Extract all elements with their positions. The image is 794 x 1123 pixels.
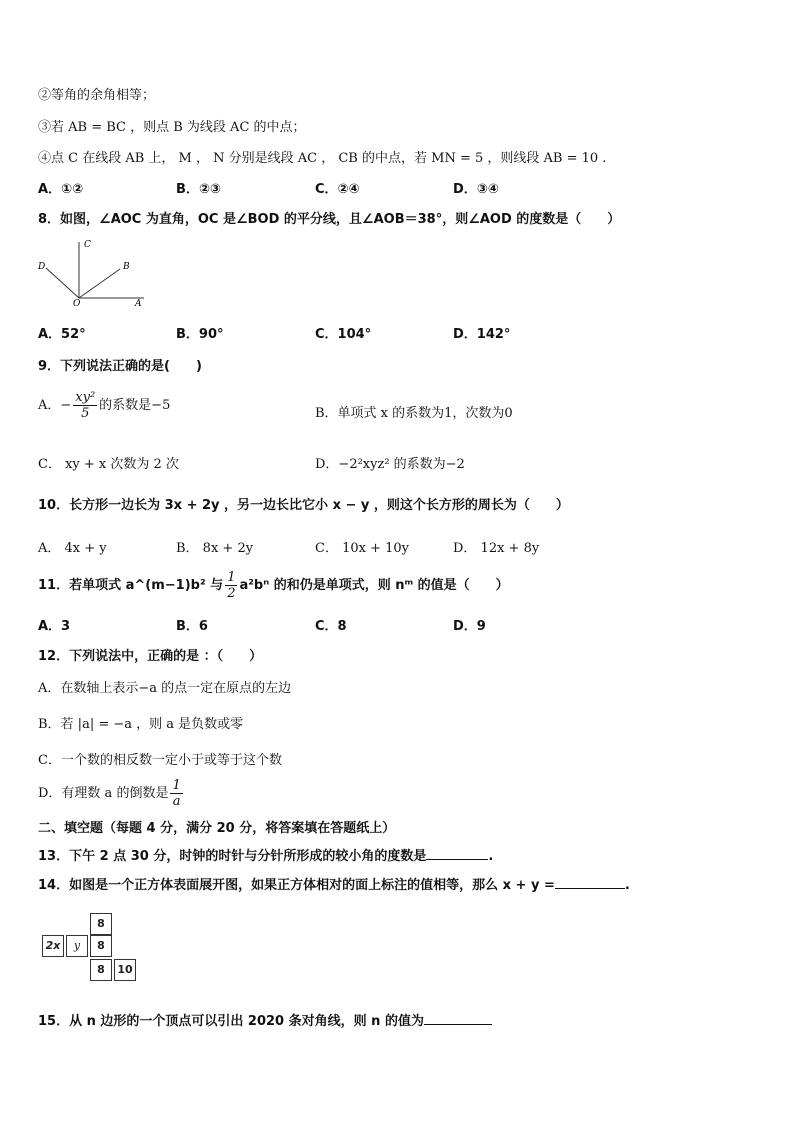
q12-d-fraction (170, 778, 182, 809)
q7-statement-4: ④点 C 在线段 AB 上， M ， N 分别是线段 AC ， CB 的中点，若 MN = 5 ，则线段 AB = 10 . (38, 151, 607, 166)
q9-a-numerator: xy² (75, 390, 96, 405)
q10-option-b: B． 8x + 2y (176, 541, 254, 556)
label-c: C (84, 240, 91, 250)
q11-denominator: 2 (227, 586, 236, 601)
q13-answer-blank[interactable] (426, 847, 488, 860)
q10-option-c: C． 10x + 10y (315, 541, 409, 556)
q8-angle-figure (34, 236, 152, 308)
q14-stem: 14．如图是一个正方体表面展开图，如果正方体相对的面上标注的值相等，那么 x + y = . (38, 878, 630, 893)
q7-statement-3: ③若 AB = BC ，则点 B 为线段 AC 的中点； (38, 120, 306, 135)
q12-option-d (38, 778, 185, 809)
q12-option-a: A．在数轴上表示−a 的点一定在原点的左边 (38, 681, 292, 696)
q7-statement-2: ②等角的余角相等； (38, 88, 156, 103)
q8-option-d: D．142° (453, 327, 511, 342)
q11-option-a: A．3 (38, 619, 71, 634)
q7-option-c: C．②④ (315, 182, 360, 197)
q15-answer-blank[interactable] (424, 1012, 492, 1025)
q12-option-b: B．若 |a| = −a ，则 a 是负数或零 (38, 717, 244, 732)
net-cell: 10 (114, 959, 136, 981)
q9-a-denominator: 5 (81, 406, 90, 421)
q8-option-c: C．104° (315, 327, 372, 342)
q13-text: 13．下午 2 点 30 分，时钟的时针与分针所形成的较小角的度数是 (38, 849, 427, 864)
label-o: O (73, 299, 81, 308)
q13-stem: 13．下午 2 点 30 分，时钟的时针与分针所形成的较小角的度数是 . (38, 849, 494, 864)
q7-option-a: A．①② (38, 182, 84, 197)
q11-option-d: D．9 (453, 619, 486, 634)
q8-option-b: B．90° (176, 327, 224, 342)
ray-ob (79, 269, 120, 298)
q12-option-c: C．一个数的相反数一定小于或等于这个数 (38, 753, 282, 768)
q8-option-a: A．52° (38, 327, 86, 342)
q14-text: 14．如图是一个正方体表面展开图，如果正方体相对的面上标注的值相等，那么 x + y = (38, 878, 555, 893)
q11-stem-post: a²bⁿ 的和仍是单项式，则 nᵐ 的值是（ ） (239, 578, 509, 593)
ray-od (46, 268, 79, 298)
net-cell: 2x (42, 935, 64, 957)
q9-option-c: C． xy + x 次数为 2 次 (38, 457, 179, 472)
q9-option-a (38, 390, 170, 421)
label-b: B (123, 262, 130, 272)
q9-a-prefix: A．− (38, 398, 72, 413)
q8-stem: 8．如图，∠AOC 为直角，OC 是∠BOD 的平分线，且∠AOB＝38°，则∠AOD 的度数是（ ） (38, 212, 621, 227)
q9-a-fraction (73, 390, 97, 421)
net-cell: 8 (90, 959, 112, 981)
section-2-heading: 二、填空题（每题 4 分，满分 20 分，将答案填在答题纸上） (38, 821, 396, 836)
q7-option-b: B．②③ (176, 182, 221, 197)
q11-option-b: B．6 (176, 619, 208, 634)
q11-fraction (225, 570, 237, 601)
q15-stem (38, 1010, 492, 1029)
q10-option-a: A． 4x + y (38, 541, 107, 556)
q12-d-numerator: 1 (172, 778, 181, 793)
q11-stem-pre: 11．若单项式 a^(m−1)b² 与 (38, 578, 224, 593)
q9-a-suffix: 的系数是−5 (99, 398, 171, 413)
q11-stem (38, 570, 509, 601)
cube-net-figure (42, 913, 142, 981)
q11-numerator: 1 (227, 570, 236, 585)
q7-option-d: D．③④ (453, 182, 499, 197)
q9-option-d: D．−2²xyz² 的系数为−2 (315, 457, 465, 472)
label-a: A (135, 299, 142, 308)
q9-stem: 9．下列说法正确的是( ) (38, 359, 202, 374)
net-cell: 8 (90, 935, 112, 957)
net-cell: 8 (90, 913, 112, 935)
q11-option-c: C．8 (315, 619, 347, 634)
q9-option-b: B．单项式 x 的系数为1，次数为0 (315, 406, 513, 421)
q12-d-prefix: D．有理数 a 的倒数是 (38, 786, 169, 801)
q15-text: 15．从 n 边形的一个顶点可以引出 2020 条对角线，则 n 的值为 (38, 1014, 424, 1029)
label-d: D (38, 262, 46, 272)
q10-option-d: D． 12x + 8y (453, 541, 540, 556)
q10-stem: 10．长方形一边长为 3x + 2y ，另一边长比它小 x − y ，则这个长方形的周长为（ ） (38, 498, 569, 513)
q14-answer-blank[interactable] (555, 876, 625, 889)
q12-d-denominator: a (172, 794, 181, 809)
q12-stem: 12．下列说法中，正确的是 ：（ ） (38, 649, 263, 664)
net-cell: y (66, 935, 88, 957)
